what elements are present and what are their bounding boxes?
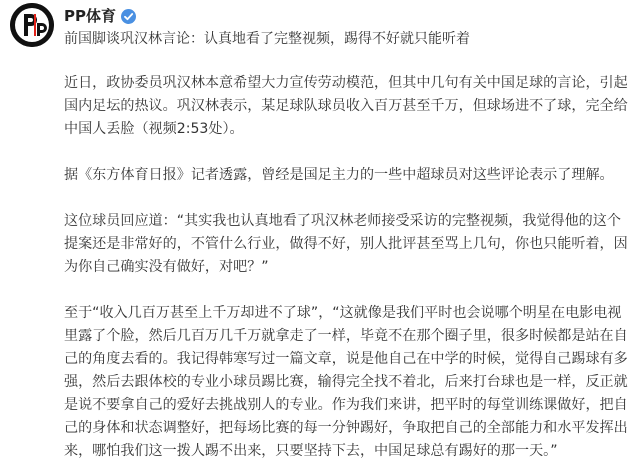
- avatar[interactable]: [10, 3, 54, 47]
- pp-sports-logo-icon: [10, 3, 54, 47]
- post-header: [64, 5, 136, 27]
- paragraph: 近日，政协委员巩汉林本意希望大力宣传劳动模范，但其中几句有关中国足球的言论，引起国内足坛的热议。巩汉林表示，某足球队球员收入百万甚至千万，但球场进不了球，完全给中国人丢脸（视频2:53处）。: [64, 75, 628, 137]
- post-body: [64, 72, 632, 463]
- paragraph: 这位球员回应道：“其实我也认真地看了巩汉林老师接受采访的完整视频，我觉得他的这个提案还是非常好的，不管什么行业，做得不好，别人批评甚至骂上几句，你也只能听着，因为你自己确实没有做好，对吧？”: [64, 213, 628, 275]
- paragraph: 至于“收入几百万甚至上千万却进不了球”，“这就像是我们平时也会说哪个明星在电影电视里露了个脸，然后几百万几千万就拿走了一样，毕竟不在那个圈子里，很多时候都是站在自己的角度去看的。我记得韩寒写过一篇文章，说是他自己在中学的时候，觉得自己踢球有多强，然后去跟体校的专业小球员踢比赛，输得完全找不着北，后来打台球也是一样，反正就是说不要拿自己的爱好去挑战别人的专业。作为我们来讲，把平时的每堂训练课做好，把自己的身体和状态调整好，把每场比赛的每一分钟踢好，争取把自己的全部能力和水平发挥出来，哪怕我们这一拨人踢不出来，只要坚持下去，中国足球总有踢好的那一天。”: [64, 305, 628, 459]
- author-name[interactable]: PP体育: [64, 7, 116, 25]
- paragraph: 据《东方体育日报》记者透露，曾经是国足主力的一些中超球员对这些评论表示了理解。: [64, 167, 614, 183]
- post-headline: 前国脚谈巩汉林言论：认真地看了完整视频，踢得不好就只能听着: [64, 31, 470, 47]
- verified-badge-icon: [121, 9, 136, 24]
